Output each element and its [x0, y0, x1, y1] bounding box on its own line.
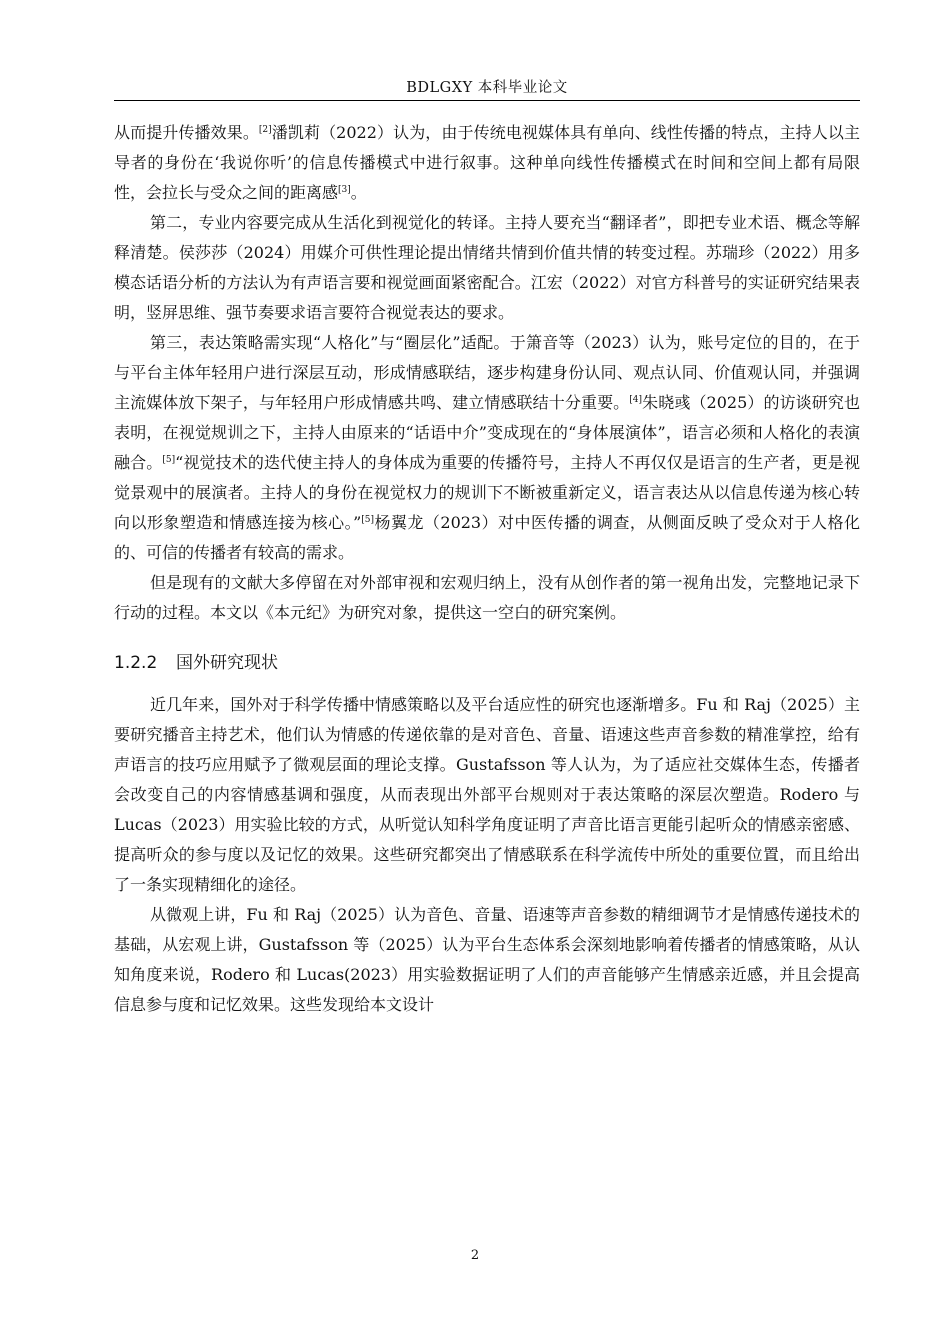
running-header: BDLGXY 本科毕业论文 — [406, 80, 568, 96]
citation-marker: [5] — [162, 455, 176, 465]
body-paragraph — [114, 328, 860, 568]
body-paragraph — [114, 118, 860, 208]
text-run: 第二，专业内容要完成从生活化到视觉化的转译。主持人要充当“翻译者”，即把专业术语、概念等解释清楚。侯莎莎（2024）用媒介可供性理论提出情绪共情到价值共情的转变过程。苏瑞珍（2022）用多模态话语分析的方法认为有声语言要和视觉画面紧密配合。江宏（2022）对官方科普号的实证研究结果表明，竖屏思维、强节奏要求语言要符合视觉表达的要求。 — [114, 213, 860, 322]
citation-marker: [5] — [361, 515, 375, 525]
body-paragraph — [114, 208, 860, 328]
paragraph-group-domestic — [114, 118, 860, 628]
text-run: 从而提升传播效果。 — [114, 123, 259, 142]
text-run: 第三，表达策略需实现“人格化”与“圈层化”适配。于箫音等（2023）认为，账号定位的目的，在于与平台主体年轻用户进行深层互动，形成情感联结，逐步构建身份认同、观点认同、价值观认同，并强调主流媒体放下架子，与年轻用户形成情感共鸣、建立情感联结十分重要。 — [114, 333, 860, 412]
paragraph-group-foreign — [114, 690, 860, 1020]
text-run: 杨翼龙（2023）对中医传播的调查，从侧面反映了受众对于人格化的、可信的传播者有较高的需求。 — [114, 513, 860, 562]
citation-marker: [3] — [338, 185, 351, 195]
citation-marker: [4] — [629, 395, 643, 405]
body-paragraph — [114, 900, 860, 1020]
body-paragraph — [114, 568, 860, 628]
header-rule — [114, 100, 860, 101]
text-run: “视觉技术的迭代使主持人的身体成为重要的传播符号，主持人不再仅仅是语言的生产者，更是视觉景观中的展演者。主持人的身份在视觉权力的规训下不断被重新定义，语言表达从以信息传递为核心转向以形象塑造和情感连接为核心。” — [114, 453, 860, 532]
text-run: 但是现有的文献大多停留在对外部审视和宏观归纳上，没有从创作者的第一视角出发，完整地记录下行动的过程。本文以《本元纪》为研究对象，提供这一空白的研究案例。 — [114, 573, 860, 622]
document-body — [114, 118, 860, 1020]
citation-marker: [2] — [258, 125, 272, 135]
section-number: 1.2.2 — [114, 653, 158, 673]
text-run: 。 — [350, 183, 367, 202]
text-run: 潘凯莉（2022）认为，由于传统电视媒体具有单向、线性传播的特点，主持人以主导者的身份在‘我说你听’的信息传播模式中进行叙事。这种单向线性传播模式在时间和空间上都有局限性，会拉长与受众之间的距离感 — [114, 123, 860, 202]
text-run: 从微观上讲，Fu 和 Raj（2025）认为音色、音量、语速等声音参数的精细调节才是情感传递技术的基础，从宏观上讲，Gustafsson 等（2025）认为平台生态体系会深刻地影响着传播者的情感策略，从认知角度来说，Rodero 和 Lucas(2023）用实验数据证明了人们的声音能够产生情感亲近感，并且会提高信息参与度和记忆效果。这些发现给本文设计 — [114, 905, 860, 1014]
section-title: 国外研究现状 — [176, 653, 278, 673]
body-paragraph — [114, 690, 860, 900]
section-heading — [114, 648, 860, 678]
text-run: 近几年来，国外对于科学传播中情感策略以及平台适应性的研究也逐渐增多。Fu 和 Raj（2025）主要研究播音主持艺术，他们认为情感的传递依靠的是对音色、音量、语速这些声音参数的精准掌控，给有声语言的技巧应用赋予了微观层面的理论支撑。Gustafsson 等人认为，为了适应社交媒体生态，传播者会改变自己的内容情感基调和强度，从而表现出外部平台规则对于表达策略的深层次塑造。Rodero 与 Lucas（2023）用实验比较的方式，从听觉认知科学角度证明了声音比语言更能引起听众的情感亲密感、提高听众的参与度以及记忆的效果。这些研究都突出了情感联系在科学流传中所处的重要位置，而且给出了一条实现精细化的途径。 — [114, 695, 860, 894]
page-number: 2 — [470, 1248, 480, 1263]
text-run: 朱晓彧（2025）的访谈研究也表明，在视觉规训之下，主持人由原来的“话语中介”变成现在的“身体展演体”，语言必须和人格化的表演融合。 — [114, 393, 860, 472]
